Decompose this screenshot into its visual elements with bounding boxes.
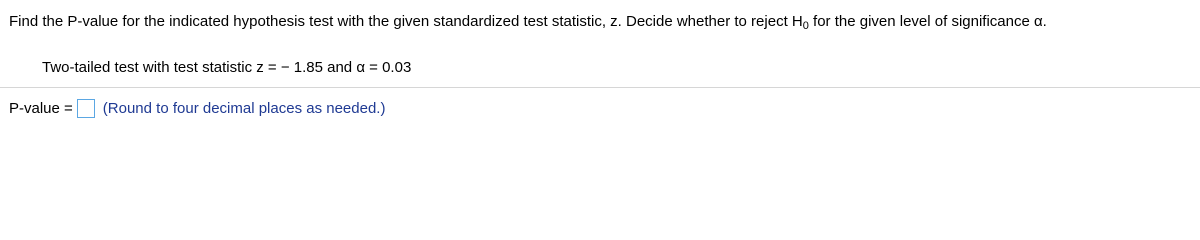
p-value-label: P-value = — [9, 99, 73, 117]
p-value-input[interactable] — [77, 99, 95, 118]
question-prompt-text: Find the P-value for the indicated hypothesis test with the given standardized test statistic, z. Decide whether to reject H — [9, 13, 803, 30]
section-divider — [0, 87, 1200, 88]
question-prompt-tail: for the given level of significance α. — [808, 13, 1047, 30]
test-specification: Two-tailed test with test statistic z = − 1.85 and α = 0.03 — [42, 59, 412, 76]
rounding-hint: (Round to four decimal places as needed.) — [102, 99, 386, 117]
answer-row — [9, 96, 385, 120]
h0-subscript: 0 — [802, 20, 809, 32]
question-prompt — [9, 11, 1047, 33]
